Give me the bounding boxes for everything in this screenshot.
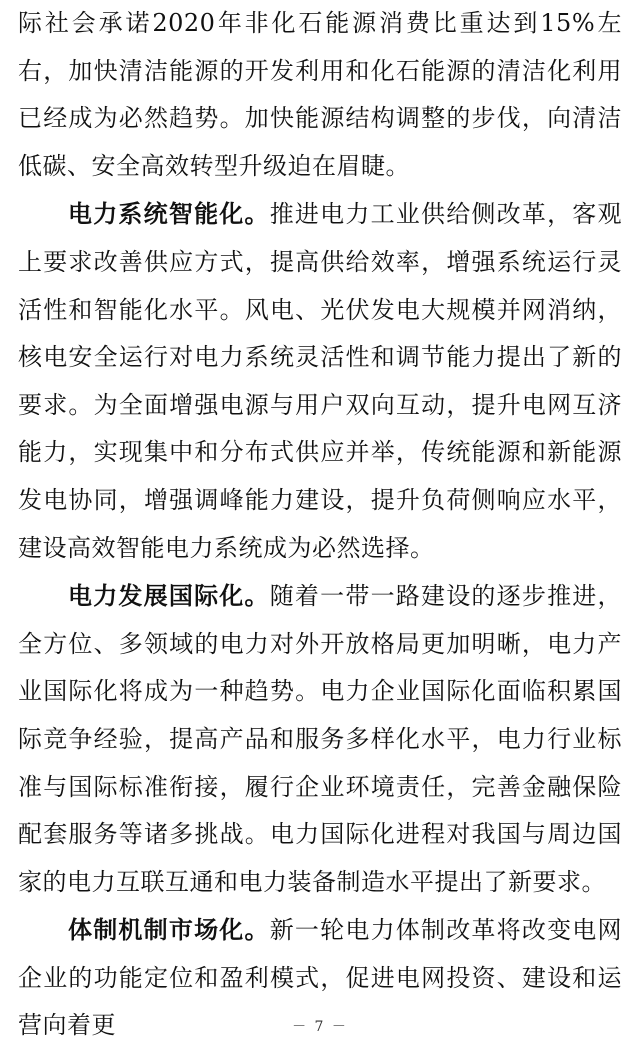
paragraph-3 <box>18 572 622 906</box>
paragraph-1-text: 际社会承诺2020年非化石能源消费比重达到15%左右，加快清洁能源的开发利用和化石能源的清洁化利用已经成为必然趋势。加快能源结构调整的步伐，向清洁低碳、安全高效转型升级迫在眉睫。 <box>18 9 622 180</box>
document-body <box>18 0 622 1050</box>
page-number: － 7 － <box>292 1019 348 1035</box>
paragraph-2 <box>18 190 622 572</box>
paragraph-1 <box>18 0 622 190</box>
paragraph-4-heading: 体制机制市场化。 <box>68 915 270 945</box>
paragraph-2-heading: 电力系统智能化。 <box>68 199 270 229</box>
paragraph-4-text: 新一轮电力体制改革将改变电网企业的功能定位和盈利模式，促进电网投资、建设和运营向着更 <box>18 916 623 1040</box>
paragraph-2-text: 推进电力工业供给侧改革，客观上要求改善供应方式，提高供给效率，增强系统运行灵活性和智能化水平。风电、光伏发电大规模并网消纳，核电安全运行对电力系统灵活性和调节能力提出了新的要求。为全面增强电源与用户双向互动，提升电网互济能力，实现集中和分布式供应并举，传统能源和新能源发电协同，增强调峰能力建设，提升负荷侧响应水平，建设高效智能电力系统成为必然选择。 <box>18 200 623 562</box>
paragraph-3-text: 随着一带一路建设的逐步推进，全方位、多领域的电力对外开放格局更加明晰，电力产业国际化将成为一种趋势。电力企业国际化面临积累国际竞争经验，提高产品和服务多样化水平，电力行业标准与国际标准衔接，履行企业环境责任，完善金融保险配套服务等诸多挑战。电力国际化进程对我国与周边国家的电力互联互通和电力装备制造水平提出了新要求。 <box>18 582 623 896</box>
paragraph-3-heading: 电力发展国际化。 <box>68 581 270 611</box>
